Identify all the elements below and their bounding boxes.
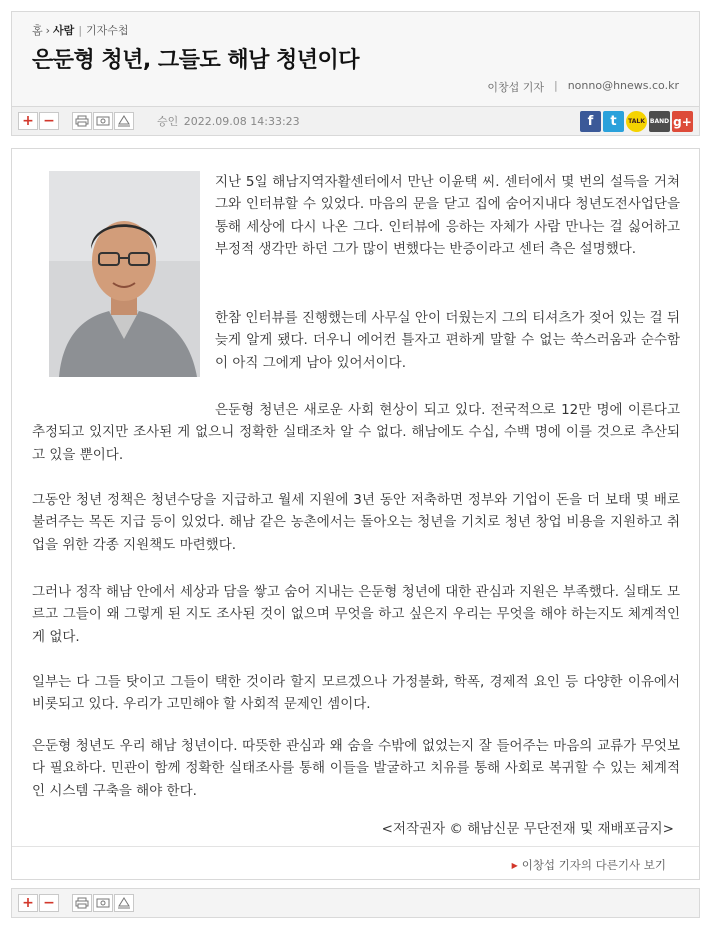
article-paragraph-3: 은둔형 청년은 새로운 사회 현상이 되고 있다. 전국적으로 12만 명에 이른다고 추정되고 있지만 조사된 게 없으니 정확한 실태조차 알 수 없다. 해남에도 수십, 수백 명에 이를 것으로 추산되고 있을 뿐이다. bbox=[32, 402, 680, 463]
more-articles-label[interactable]: 이창섭 기자의 다른기사 보기 bbox=[521, 858, 666, 872]
googleplus-share-button[interactable]: g+ bbox=[672, 111, 693, 132]
article-toolbar-bottom bbox=[11, 888, 700, 918]
breadcrumb-section[interactable]: 사람 bbox=[53, 24, 75, 37]
reporter-photo bbox=[49, 171, 200, 377]
twitter-share-button[interactable]: t bbox=[603, 111, 624, 132]
article-paragraph-1: 지난 5일 해남지역자활센터에서 만난 이윤택 씨. 센터에서 몇 번의 설득을 거쳐 그와 인터뷰할 수 있었다. 마음의 문을 닫고 집에 숨어지내다 청년도전사업단을 통해 세상에 다시 나온 그다. 인터뷰에 응하는 자체가 사람 만나는 걸 싫어하고 부정적 생각만 하던 그가 많이 변했다는 반증이라고 센터 측은 설명했다. bbox=[215, 174, 680, 258]
breadcrumb bbox=[32, 22, 129, 38]
comment-icon[interactable] bbox=[114, 112, 134, 130]
facebook-share-button[interactable]: f bbox=[580, 111, 601, 132]
article-body bbox=[11, 148, 700, 880]
comment-icon[interactable] bbox=[114, 894, 134, 912]
page-title: 은둔형 청년, 그들도 해남 청년이다 bbox=[32, 48, 360, 73]
font-decrease-button[interactable]: − bbox=[39, 112, 59, 130]
email-icon[interactable] bbox=[93, 112, 113, 130]
font-increase-button[interactable]: + bbox=[18, 894, 38, 912]
font-increase-button[interactable]: + bbox=[18, 112, 38, 130]
copyright-notice: <저작권자 © 해남신문 무단전재 및 재배포금지> bbox=[381, 821, 674, 837]
print-icon[interactable] bbox=[72, 112, 92, 130]
article-paragraph-7: 은둔형 청년도 우리 해남 청년이다. 따뜻한 관심과 왜 숨을 수밖에 없었는지 잘 들어주는 마음의 교류가 무엇보다 필요하다. 민관이 함께 정확한 실태조사를 통해 이들을 발굴하고 치유를 통해 사회로 복귀할 수 있는 체계적인 시스템 구축을 해야 한다. bbox=[32, 738, 680, 799]
share-buttons bbox=[580, 111, 693, 132]
font-decrease-button[interactable]: − bbox=[39, 894, 59, 912]
byline-divider: | bbox=[553, 79, 558, 92]
breadcrumb-subsection[interactable]: 기자수첩 bbox=[86, 24, 129, 37]
article-header bbox=[11, 11, 700, 106]
author-name[interactable]: 이창섭 기자 bbox=[487, 81, 544, 94]
kakao-share-button[interactable]: TALK bbox=[626, 111, 647, 132]
approval-datetime: 2022.09.08 14:33:23 bbox=[183, 115, 300, 128]
breadcrumb-home[interactable]: 홈 bbox=[32, 24, 43, 37]
chevron-right-icon: › bbox=[45, 23, 51, 37]
email-icon[interactable] bbox=[93, 894, 113, 912]
band-share-button[interactable]: BAND bbox=[649, 111, 670, 132]
approval-info bbox=[157, 113, 302, 129]
author-email[interactable]: nonno@hnews.co.kr bbox=[567, 79, 679, 92]
triangle-right-icon: ▶ bbox=[511, 860, 518, 870]
article-toolbar-top bbox=[11, 106, 700, 136]
article-paragraph-4: 그동안 청년 정책은 청년수당을 지급하고 월세 지원에 3년 동안 저축하면 정부와 기업이 돈을 더 보태 몇 배로 불려주는 목돈 지급 등이 있었다. 해남 같은 농촌에서는 돌아오는 청년을 기치로 청년 창업 비용을 지원하고 취업을 위한 각종 지원책도 마련했다. bbox=[32, 492, 680, 553]
more-articles-link[interactable] bbox=[512, 857, 666, 873]
article-paragraph-6: 일부는 다 그들 탓이고 그들이 택한 것이라 할지 모르겠으나 가정불화, 학폭, 경제적 요인 등 다양한 이유에서 비롯되고 있다. 우리가 고민해야 할 사회적 문제인 셈이다. bbox=[32, 674, 680, 713]
byline bbox=[487, 79, 679, 95]
approval-label: 승인 bbox=[157, 115, 179, 128]
divider bbox=[12, 846, 699, 847]
breadcrumb-divider: | bbox=[78, 23, 83, 37]
article-paragraph-5: 그러나 정작 해남 안에서 세상과 담을 쌓고 숨어 지내는 은둔형 청년에 대한 관심과 지원은 부족했다. 실태도 모르고 그들이 왜 그렇게 된 지도 조사된 것이 없으며 무엇을 하고 싶은지 우리는 무엇을 해야 하는지도 체계적인 게 없다. bbox=[32, 584, 680, 645]
article-paragraph-2: 한참 인터뷰를 진행했는데 사무실 안이 더웠는지 그의 티셔츠가 젖어 있는 걸 뒤늦게 알게 됐다. 더우니 에어컨 틀자고 편하게 말할 수 없는 쑥스러움과 순수함이 아직 그에게 남아 있어서이다. bbox=[215, 310, 680, 371]
print-icon[interactable] bbox=[72, 894, 92, 912]
